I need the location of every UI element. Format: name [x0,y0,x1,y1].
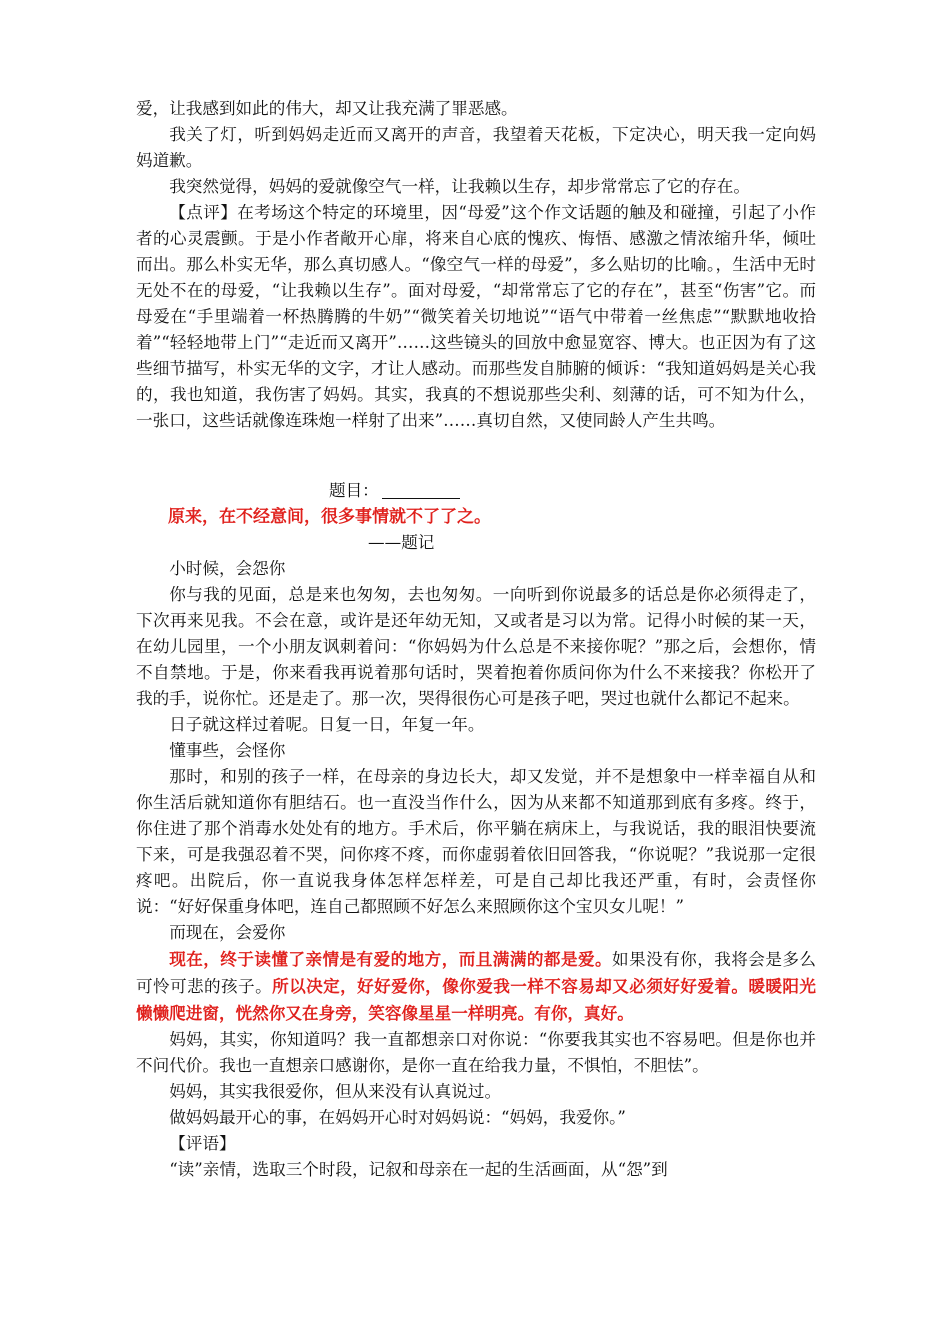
review-paragraph: “读”亲情，选取三个时段，记叙和母亲在一起的生活画面，从“怨”到 [169,1160,668,1179]
document-page [136,96,816,1183]
paragraph: 我关了灯，听到妈妈走近而又离开的声音，我望着天花板，下定决心，明天我一定向妈妈道歉。 [136,125,816,170]
paragraph: 日子就这样过着呢。日复一日，年复一年。 [169,715,485,734]
paragraph: 那时，和别的孩子一样，在母亲的身边长大，却又发觉，并不是想象中一样幸福自从和你生活后就知道你有胆结石。也一直没当作什么，因为从来都不知道那到底有多疼。终于，你住进了那个消毒水处处有的地方。手术后，你平躺在病床上，与我说话，我的眼泪快要流下来，可是我强忍着不哭，问你疼不疼，而你虚弱着依旧回答我，“你说呢？”我说那一定很疼吧。出院后，你一直说我身体怎样怎样差，可是自己却比我还严重，有时，会责怪你说：“好好保重身体吧，连自己都照顾不好怎么来照顾你这个宝贝女儿呢！” [136,767,816,916]
section-heading: 懂事些，会怪你 [169,741,286,760]
paragraph: 我突然觉得，妈妈的爱就像空气一样，让我赖以生存，却步常常忘了它的存在。 [169,177,750,196]
mixed-paragraph [136,946,816,1027]
review-heading: 【评语】 [169,1134,236,1153]
paragraph: 妈妈，其实我很爱你，但从来没有认真说过。 [169,1082,502,1101]
section-heading: 而现在，会爱你 [169,923,286,942]
epigraph: 原来，在不经意间，很多事情就不了了之。 [168,507,491,527]
plain-text: 如果没有你，我将会是多么可怜可悲的孩子。 [136,950,817,996]
paragraph: 妈妈，其实，你知道吗？我一直都想亲口对你说：“你要我其实也不容易吧。但是你也并不问代价。我也一直想亲口感谢你，是你一直在给我力量，不惧怕，不胆怯”。 [136,1030,816,1075]
section-heading: 小时候，会怨你 [169,559,286,578]
paragraph: 你与我的见面，总是来也匆匆，去也匆匆。一向听到你说最多的话总是你必须得走了，下次再来见我。不会在意，或许是还年幼无知，又或者是习以为常。记得小时候的某一天，在幼儿园里，一个小朋友讽刺着问：“你妈妈为什么总是不来接你呢？”那之后，会想你，情不自禁地。于是，你来看我再说着那句话时，哭着抱着你质问你为什么不来接我？你松开了我的手，说你忙。还是走了。那一次，哭得很伤心可是孩子吧，哭过也就什么都记不起来。 [136,585,816,708]
highlight-text: 所以决定，好好爱你，像你爱我一样不容易却又必须好好爱着。暖暖阳光懒懒爬进窗，恍然你又在身旁，笑容像星星一样明亮。有你，真好。 [136,976,817,1023]
comment-paragraph: 【点评】在考场这个特定的环境里，因“母爱”这个作文话题的触及和碰撞，引起了小作者的心灵震颤。于是小作者敞开心扉，将来自心底的愧疚、悔悟、感激之情浓缩升华，倾吐而出。那么朴实无华，那么真切感人。“像空气一样的母爱”，多么贴切的比喻。，生活中无时无处不在的母爱，“让我赖以生存”。面对母爱，“却常常忘了它的存在”，甚至“伤害”它。而母爱在“手里端着一杯热腾腾的牛奶”“微笑着关切地说”“语气中带着一丝焦虑”“默默地收拾着”“轻轻地带上门”“走近而又离开”……这些镜头的回放中愈显宽容、博大。也正因为有了这些细节描写，朴实无华的文字，才让人感动。而那些发自肺腑的倾诉：“我知道妈妈是关心我的，我也知道，我伤害了妈妈。其实，我真的不想说那些尖利、刻薄的话，可不知为什么，一张口，这些话就像连珠炮一样射了出来”……真切自然，又使同龄人产生共鸣。 [136,203,816,430]
title-line [136,478,816,504]
epigraph-sign: ——题记 [368,533,435,552]
paragraph: 做妈妈最开心的事，在妈妈开心时对妈妈说：“妈妈，我爱你。” [169,1108,626,1127]
paragraph: 爱，让我感到如此的伟大，却又让我充满了罪恶感。 [136,99,518,118]
title-label: 题目： [329,481,379,500]
highlight-text: 现在，终于读懂了亲情是有爱的地方，而且满满的都是爱。 [169,949,613,969]
title-blank-underline [382,498,460,499]
